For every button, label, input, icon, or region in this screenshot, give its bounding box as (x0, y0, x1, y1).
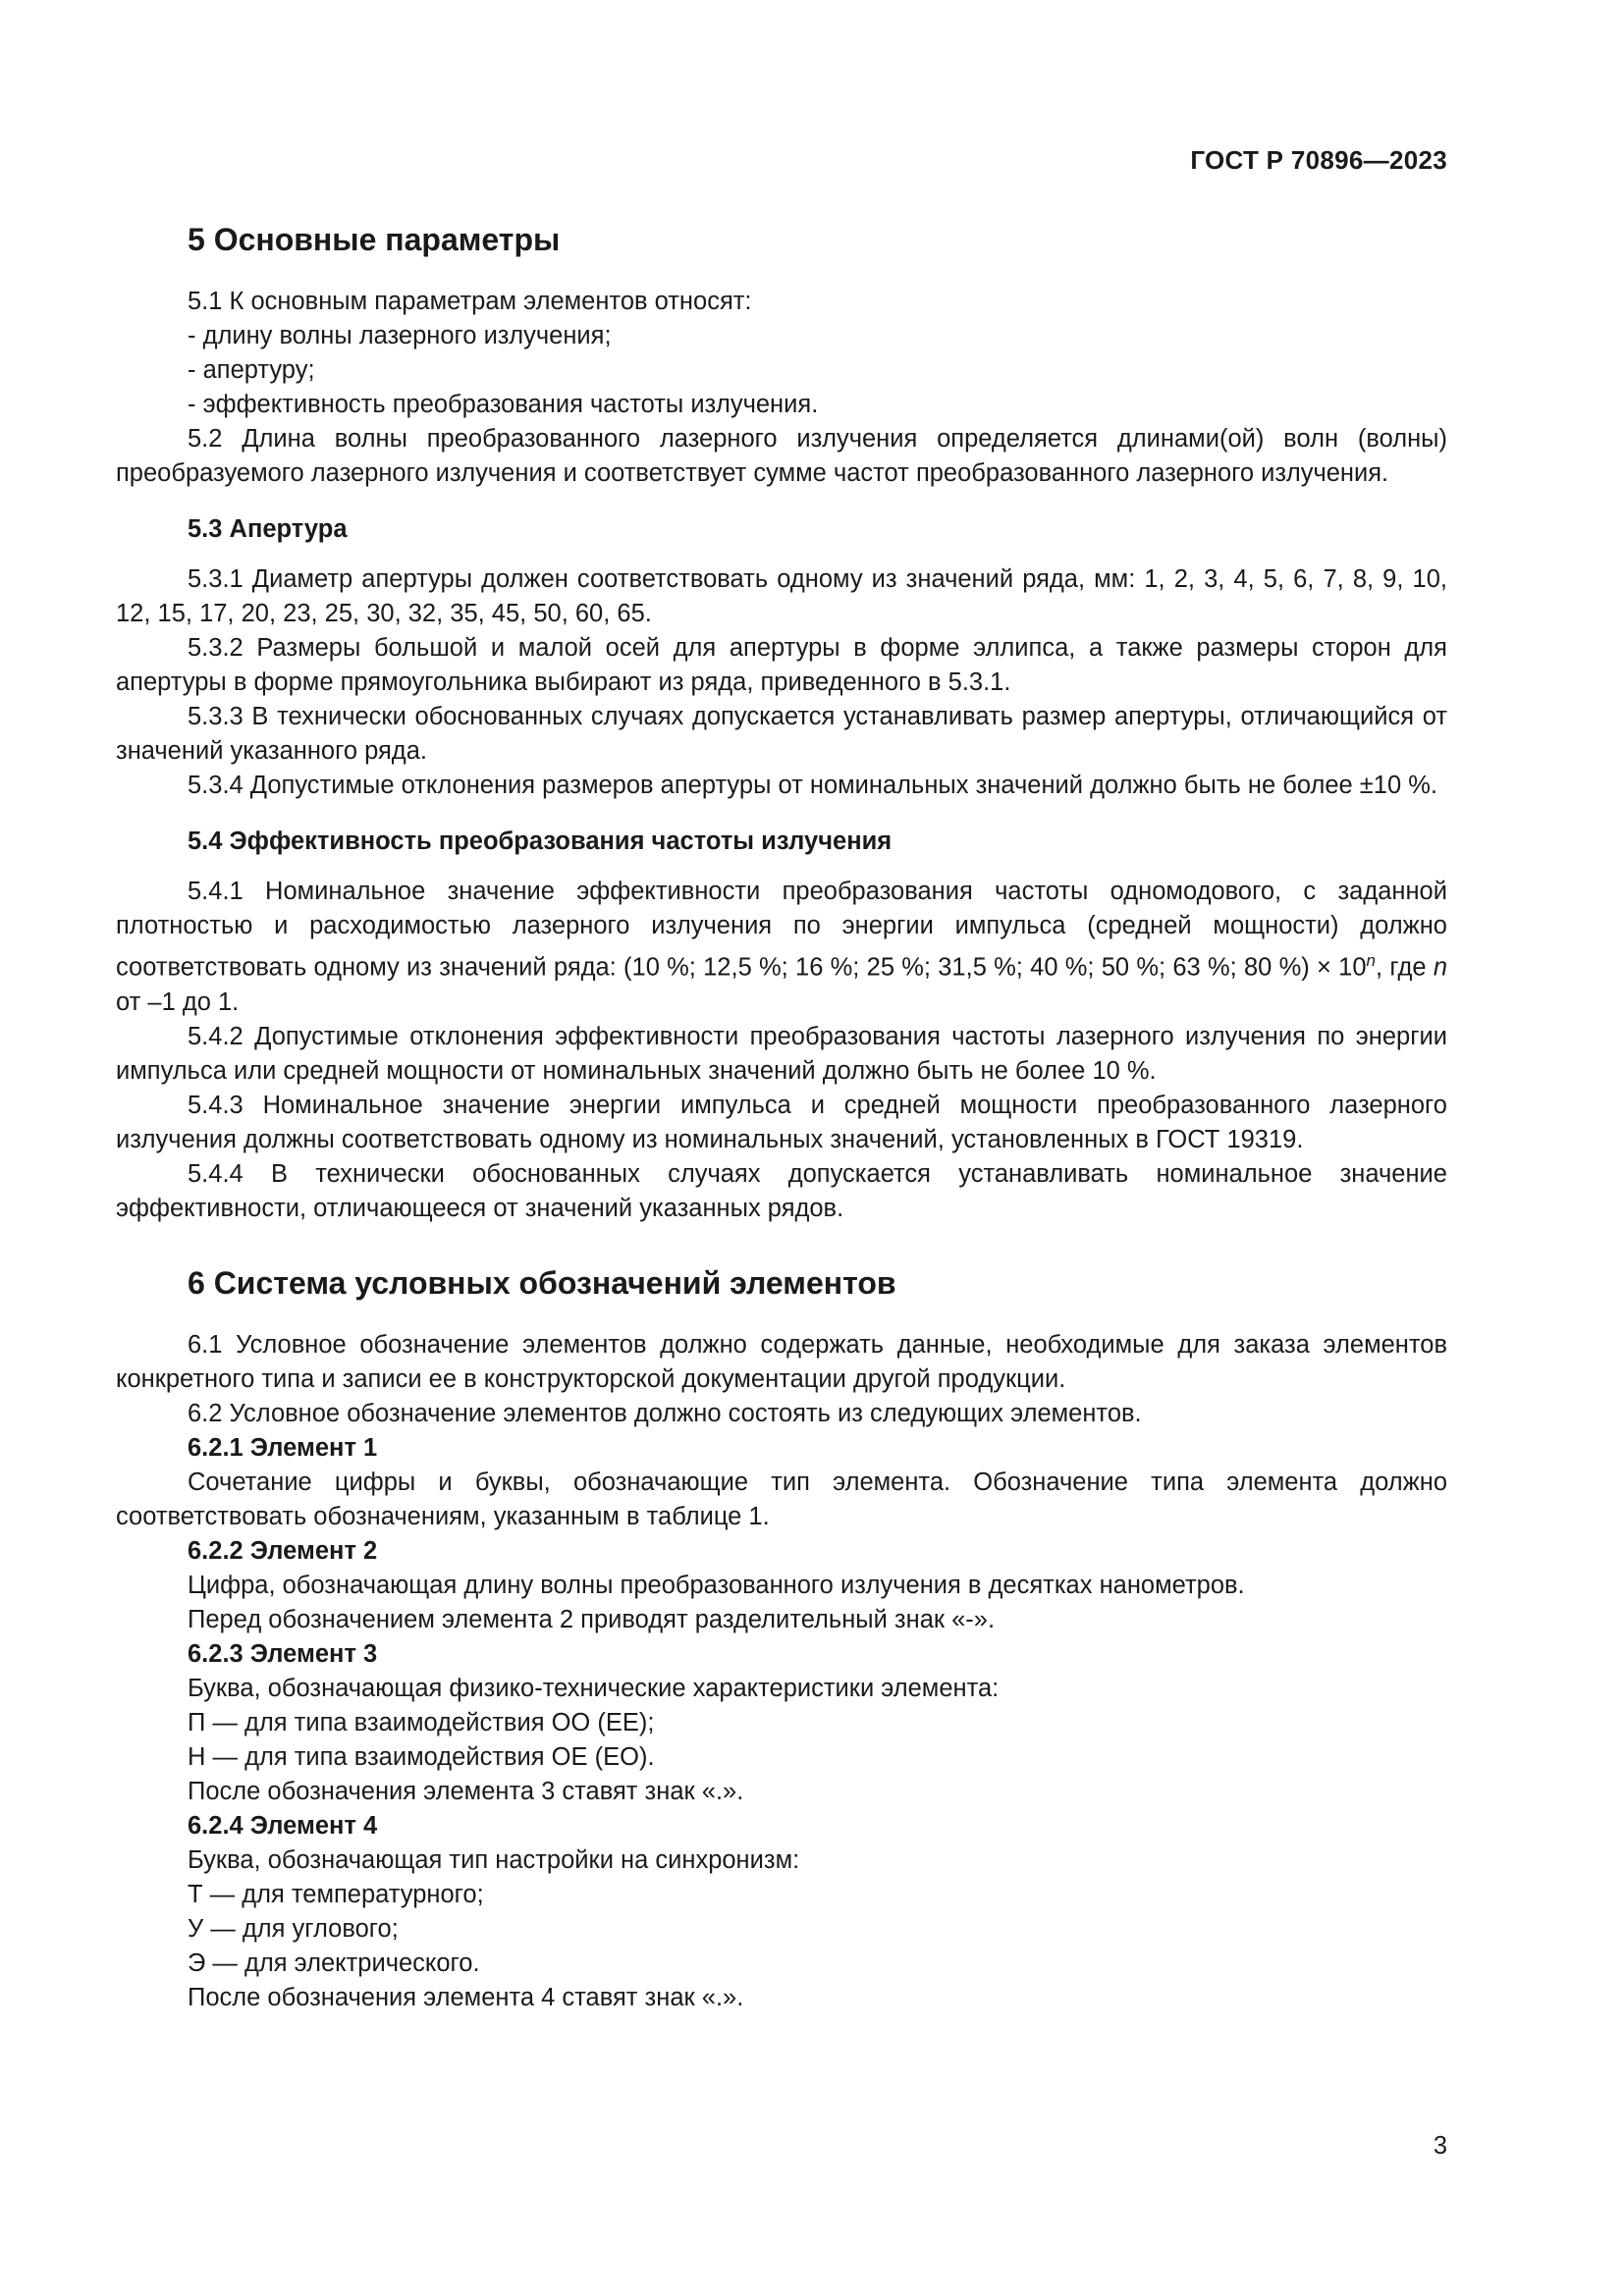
paragraph-6-2: 6.2 Условное обозначение элементов должно состоять из следующих элементов. (188, 1399, 1142, 1427)
element-4-line: Т — для температурного; (188, 1880, 484, 1908)
subsection-5-3-title: 5.3 Апертура (188, 515, 348, 543)
element-2-line: Перед обозначением элемента 2 приводят разделительный знак «-». (188, 1605, 996, 1633)
paragraph-5-4-1 (116, 875, 1447, 1020)
element-3-line: П — для типа взаимодействия ОО (ЕЕ); (188, 1708, 655, 1736)
paragraph-5-4-1-where: , где (1376, 953, 1434, 982)
page-number: 3 (1433, 2132, 1447, 2160)
element-2-line: Цифра, обозначающая длину волны преобразованного излучения в десятках нанометров. (188, 1571, 1245, 1599)
element-4-line: Э — для электрического. (188, 1949, 480, 1977)
element-1-title: 6.2.1 Элемент 1 (188, 1433, 378, 1462)
list-item: - длину волны лазерного излучения; (188, 322, 612, 349)
document-body (116, 218, 1447, 2015)
section-5-title: 5 Основные параметры (188, 222, 561, 257)
exponent-n: n (1366, 951, 1376, 970)
element-3-line: Буква, обозначающая физико-технические характеристики элемента: (188, 1674, 1000, 1702)
document-standard-id: ГОСТ Р 70896—2023 (1190, 145, 1447, 175)
subsection-5-4-title: 5.4 Эффективность преобразования частоты излучения (188, 828, 893, 855)
element-3-title: 6.2.3 Элемент 3 (188, 1639, 378, 1668)
paragraph-5-3-3: 5.3.3 В технически обоснованных случаях допускается устанавливать размер апертуры, отличающийся от значений указанного ряда. (116, 703, 1447, 765)
section-6-title: 6 Система условных обозначений элементов (188, 1264, 896, 1301)
element-4-line: У — для углового; (188, 1914, 399, 1943)
paragraph-5-3-1: 5.3.1 Диаметр апертуры должен соответствовать одному из значений ряда, мм: 1, 2, 3, 4, 5, 6, 7, 8, 9, 10, 12, 15, 17, 20, 23, 25, 30, 32, 35, 45, 50, 60, 65. (116, 565, 1447, 627)
paragraph-5-1: 5.1 К основным параметрам элементов относят: (188, 288, 752, 315)
element-4-line: Буква, обозначающая тип настройки на синхронизм: (188, 1845, 800, 1874)
paragraph-5-2: 5.2 Длина волны преобразованного лазерного излучения определяется длинами(ой) волн (волны) преобразуемого лазерного излучения и соответствует сумме частот преобразованного лазерного излучения. (116, 425, 1447, 487)
element-3-line: После обозначения элемента 3 ставят знак «.». (188, 1777, 744, 1805)
list-item: - апертуру; (188, 356, 315, 384)
variable-n: n (1433, 953, 1447, 982)
paragraph-6-1: 6.1 Условное обозначение элементов должно содержать данные, необходимые для заказа элементов конкретного типа и записи ее в конструкторской документации другой продукции. (116, 1330, 1447, 1393)
element-4-line: После обозначения элемента 4 ставят знак «.». (188, 1983, 744, 2011)
list-item: - эффективность преобразования частоты излучения. (188, 391, 819, 418)
paragraph-5-3-2: 5.3.2 Размеры большой и малой осей для апертуры в форме эллипса, а также размеры сторон для апертуры в форме прямоугольника выбирают из ряда, приведенного в 5.3.1. (116, 634, 1447, 696)
element-1-text: Сочетание цифры и буквы, обозначающие тип элемента. Обозначение типа элемента должно соответствовать обозначениям, указанным в таблице 1. (116, 1468, 1447, 1530)
element-4-title: 6.2.4 Элемент 4 (188, 1811, 378, 1840)
paragraph-5-4-1-text: 5.4.1 Номинальное значение эффективности преобразования частоты одномодового, с заданной плотностью и расходимостью лазерного излучения по энергии импульса (средней мощности) должно соответствовать одному из значений ряда: (10 %; 12,5 %; 16 %; 25 %; 31,5 %; 40 %; 50 %; 63 %; 80 %) × 10 (116, 878, 1447, 982)
paragraph-5-4-2: 5.4.2 Допустимые отклонения эффективности преобразования частоты лазерного излучения по энергии импульса или средней мощности от номинальных значений должно быть не более 10 %. (116, 1022, 1447, 1085)
element-3-line: Н — для типа взаимодействия ОЕ (ЕО). (188, 1742, 655, 1771)
paragraph-5-4-1-range: от –1 до 1. (116, 988, 240, 1016)
paragraph-5-4-3: 5.4.3 Номинальное значение энергии импульса и средней мощности преобразованного лазерного излучения должны соответствовать одному из номинальных значений, установленных в ГОСТ 19319. (116, 1091, 1447, 1153)
element-2-title: 6.2.2 Элемент 2 (188, 1536, 378, 1565)
paragraph-5-4-4: 5.4.4 В технически обоснованных случаях допускается устанавливать номинальное значение эффективности, отличающееся от значений указанных рядов. (116, 1159, 1447, 1222)
paragraph-5-3-4: 5.3.4 Допустимые отклонения размеров апертуры от номинальных значений должно быть не более ±10 %. (188, 772, 1437, 799)
